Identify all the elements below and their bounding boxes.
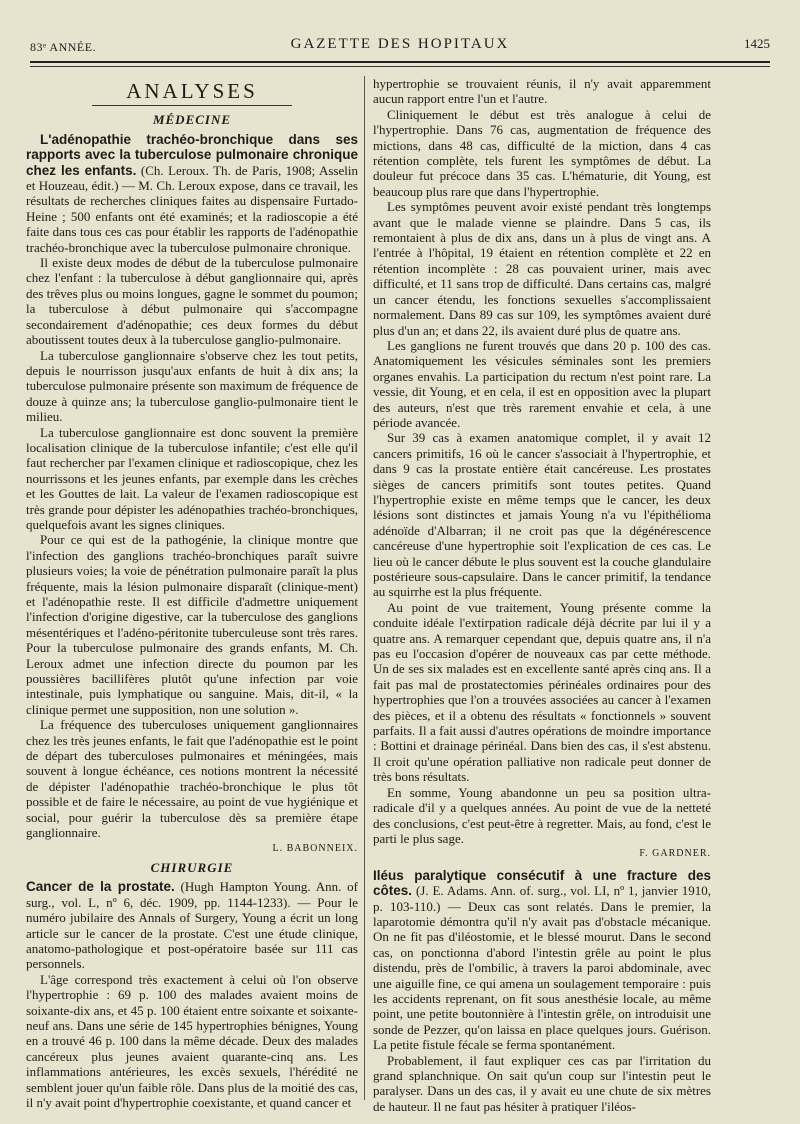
paragraph: La tuberculose ganglionnaire s'observe chez les tout petits, depuis le nourrisson jusqu'aux enfants de huit à dix ans; la tuberculose pulmonaire présente son maximum de fréquence de douze à quinze ans; la tuberculose ganglio-pulmonaire tient le milieu. (26, 347, 358, 425)
section-divider (92, 105, 291, 106)
paragraph: Les symptômes peuvent avoir existé pendant très longtemps avant que le malade vienne se plaindre. Dans 5 cas, ils remontaient à plus de dix ans, dans un à plus de vingt ans. A l'entrée à l'hôpital, 19 étaient en rétention complète et 22 en rétention incomplète : 28 cas pouvaient uriner, mais avec difficulté, et 11 sans trop de difficulté. Dans certains cas, malgré un cancer étendu, les fonctions sexuelles s'accomplissaient normalement. Dans 89 cas sur 109, les symptômes avaient duré plus d'un an; et dans 22, ils avaient duré plus de quatre ans. (373, 199, 711, 338)
page-number: 1425 (744, 36, 770, 51)
paragraph: En somme, Young abandonne un peu sa position ultra-radicale d'il y a quelques années. Au point de vue de la netteté des conclusions, c'est peut-être à regretter. Mais, au fond, c'est le parti le plus sage. (373, 784, 711, 846)
column-divider (364, 76, 365, 1100)
page-header (30, 36, 770, 56)
article-3-reference: (J. E. Adams. Ann. of. surg., vol. LI, nº 1, janvier 1910, p. 103-110.) — Deux cas sont relatés. Dans le premier, la laparotomie démontra qu'il n'y avait pas d'obstacle mécanique. On ne fit pas d'iléostomie, et le blessé mourut. Dans le second cas, on ponctionna d'abord l'intestin grêle au point le plus distendu, près de l'ombilic, à travers la paroi abdominale, avec une aiguille fine, ce qui amena un soulagement temporaire : puis les accidents reprenant, on fit sous anesthésie locale, au même point, une petite boutonnière à l'intestin grêle, on introduisit une sonde de Pezzer, qu'on laissa en place quelques jours. Guérison. La petite fistule fécale se ferma spontanément. (373, 883, 712, 1053)
article-2-headline: Cancer de la prostate. (26, 879, 175, 895)
subsection-chirurgie: CHIRURGIE (150, 859, 234, 875)
article-1-headline: L'adénopathie trachéo-bronchique dans ses rapports avec la tuberculose pulmonaire chronique chez les enfants. (26, 131, 358, 178)
article-3-headline: Iléus paralytique consécutif à une fracture des côtes. (373, 867, 711, 899)
paragraph: Au point de vue traitement, Young présente comme la conduite idéale l'extirpation radicale déjà décrite par lui il y a quatre ans. A remarquer cependant que, depuis quatre ans, il n'a pas eu l'occasion d'opérer de nouveaux cas par cette méthode. Un de ses six malades est en excellente santé après cinq ans. Il a fait pas mal de prostatectomies périnéales ordinaires pour des hypertrophies que l'on a trouvées associées au cancer à l'examen des pièces, et il a obtenu des résultats « fonctionnels » souvent parfaits. Il a fait aussi d'autres opérations de moindre importance : Bottini et drainage périnéal. Dans bien des cas, il s'est abstenu. Il croit qu'une opération palliative non radicale peut donner de très bons résultats. (373, 599, 711, 785)
paragraph: Pour ce qui est de la pathogénie, la clinique montre que l'infection des ganglions trachéo-bronchiques paraît suivre plusieurs voies; la voie de pénétration pulmonaire paraît la plus fréquente, mais la lésion pulmonaire disparaît (clinique-ment) et l'adénopathie reste. Il est difficile d'admettre uniquement l'infection d'origine digestive, car la tuberculose des ganglions mésentériques et l'adéno-péritonite tuberculeuse sont très rares. Pour la tuberculose pulmonaire des grands enfants, M. Ch. Leroux admet une infection directe du poumon par les poussières bacillifères plutôt qu'une infection par voie intestinale, puis lymphatique ou sanguine. Mais, dit-il, « la clinique permet une supposition, non une solution ». (26, 532, 358, 717)
paragraph: La tuberculose ganglionnaire est donc souvent la première localisation clinique de la tuberculose infantile; c'est elle qu'il faut rechercher par l'examen clinique et radioscopique, chez les nourrissons et les jeunes enfants, par exemple dans les crèches et les Gouttes de lait. La valeur de l'examen radioscopique est très grande pour dépister les adénopathies trachéo-bronchiques, quelquefois avant les signes cliniques. (26, 424, 358, 532)
subsection-medecine: MÉDECINE (152, 112, 232, 128)
right-column (373, 76, 711, 1114)
signature-babonneix: L. BABONNEIX. (272, 842, 358, 854)
signature-gardner: F. GARDNER. (639, 848, 711, 860)
article-2-intro (26, 879, 358, 971)
section-title-analyses: ANALYSES (126, 79, 258, 103)
paragraph: Cliniquement le début est très analogue à celui de l'hypertrophie. Dans 76 cas, augmentation de fréquence des mictions, dans 48 cas, difficulté de la miction, dans 4 cas rétention complète, tels furent les symptômes de début. La douleur fut précoce dans 35 cas. L'hématurie, dit Young, est beaucoup plus rare que dans l'hypertrophie. (373, 106, 711, 199)
paragraph: Probablement, il faut expliquer ces cas par l'irritation du grand splanchnique. On sait qu'un coup sur l'intestin peut le paralyser. Dans un des cas, il y avait eu une chute de six mètres de hauteur. Il ne faut pas hésiter à pratiquer l'iléos- (373, 1052, 711, 1114)
header-rule-thin (30, 66, 770, 67)
left-column (26, 76, 358, 1110)
article-3-intro (373, 868, 711, 1053)
paragraph: Sur 39 cas à examen anatomique complet, il y avait 12 cancers primitifs, 16 où le cancer s'associait à l'hypertrophie, et dans 9 cas la prostate entière était cancéreuse. Les prostates sièges de cancers primitifs sont toutes petites. Quand l'hypertrophie existe en même temps que le cancer, les deux lésions sont distinctes et jamais Young n'a vu l'épithélioma adénoïde d'Albarran; il ne croit pas que la dégénérescence cancéreuse d'une hypertrophie soit l'explication de ces cas. Le lieu où le cancer débute le plus souvent est la couche glandulaire postérieure sous-capsulaire. Dans le cancer primitif, la tendance au squirrhe est la plus fréquente. (373, 430, 711, 600)
header-rule-thick (30, 61, 770, 63)
article-1-intro (26, 132, 358, 255)
paragraph: Les ganglions ne furent trouvés que dans 20 p. 100 des cas. Anatomiquement les vésicules séminales sont les premiers organes envahis. La participation du rectum n'est point rare. La vessie, dit Young, et en cela, il est en opposition avec la plupart des auteurs, n'est que très rarement envahie et cela, à une période avancée. (373, 337, 711, 430)
paragraph: hypertrophie se trouvaient réunis, il n'y avait apparemment aucun rapport entre l'un et l'autre. (373, 76, 711, 107)
issue-label: 83ᵉ ANNÉE. (30, 40, 97, 54)
paragraph: La fréquence des tuberculoses uniquement ganglionnaires chez les très jeunes enfants, le fait que l'adénopathie est le point de départ des tuberculoses pulmonaires et méningées, mais souvent à longue échéance, ces notions montrent la nécessité de dépister l'adénopathie trachéo-bronchique le plus tôt possible et de faire le nécessaire, au point de vue hygiénique et social, pour guérir la tuberculose dès sa première étape ganglionnaire. (26, 717, 358, 841)
article-1-reference: (Ch. Leroux. Th. de Paris, 1908; Asselin et Houzeau, édit.) — M. Ch. Leroux expose, dans ce travail, les résultats de recherches cliniques faites au dispensaire Furtado-Heine ; 500 enfants ont été examinés; et la radioscopie a été faite dans tous ces cas pour établir les rapports de l'adénopathie trachéo-bronchique avec la tuberculose pulmonaire chronique. (26, 162, 358, 255)
article-2-reference: (Hugh Hampton Young. Ann. of surg., vol. L, nº 6, déc. 1909, pp. 1144-1233). — Pour le numéro jubilaire des Annals of Surgery, Young a écrit un long article sur le cancer de la prostate. C'est une étude clinique, anatomo-pathologique et post-opératoire basée sur 111 cas personnels. (26, 879, 358, 972)
paragraph: L'âge correspond très exactement à celui où l'on observe l'hypertrophie : 69 p. 100 des malades avaient moins de soixante-dix ans, et 45 p. 100 étaient entre soixante et soixante-neuf ans. Dans une série de 145 hypertrophies bénignes, Young en a trouvé 46 p. 100 dans la même décade. Deux des malades cancéreux plus jeunes avaient quarante-cinq ans. Les inflammations antérieures, les excès sexuels, l'hérédité ne semblent jouer qu'un faible rôle. Dans plus de la moitié des cas, il n'y avait point d'hypertrophie coexistante, et quand cancer et (26, 971, 358, 1110)
paragraph: Il existe deux modes de début de la tuberculose pulmonaire chez l'enfant : la tuberculose à début ganglionnaire qui, après des trêves plus ou moins longues, gagne le sommet du poumon; la tuberculose à début pulmonaire qui s'accompagne secondairement d'adénopathie; ces deux formes du début aboutissent toutes deux à la tuberculose ganglio-pulmonaire. (26, 255, 358, 348)
journal-title: GAZETTE DES HOPITAUX (290, 36, 510, 52)
